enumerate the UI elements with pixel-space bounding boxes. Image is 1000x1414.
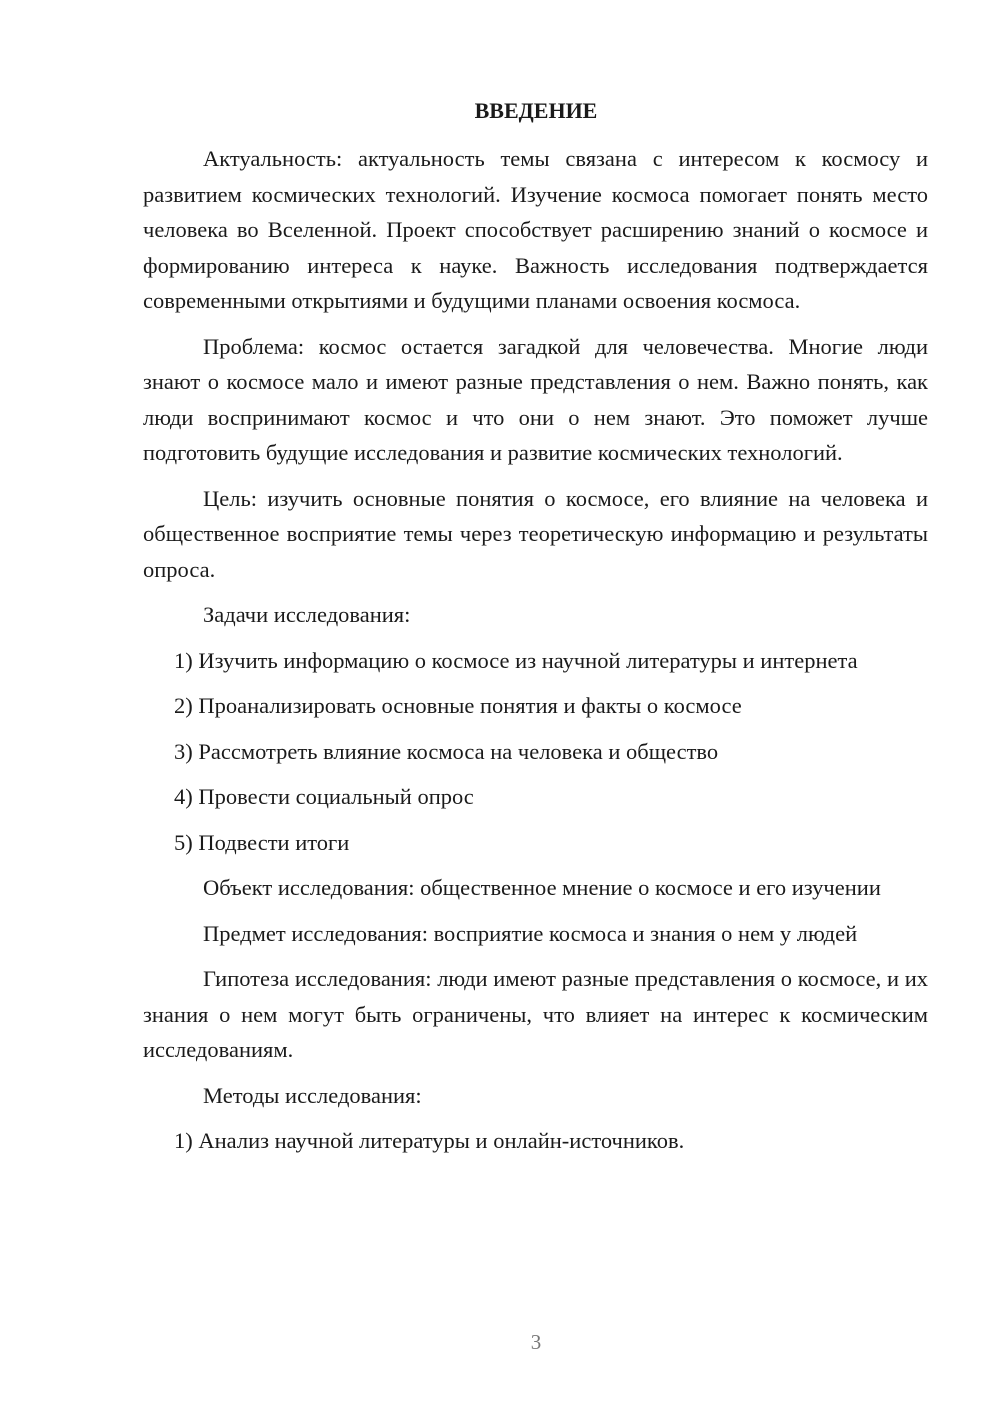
goal-paragraph: Цель: изучить основные понятия о космосе, его влияние на человека и общественное восприятие темы через теоретическую информацию и результаты опроса. xyxy=(143,485,928,582)
task-item-2: 2) Проанализировать основные понятия и факты о космосе xyxy=(174,693,742,718)
document-body xyxy=(143,141,928,1169)
task-item-3: 3) Рассмотреть влияние космоса на человека и общество xyxy=(174,738,719,764)
methods-heading: Методы исследования: xyxy=(203,1082,422,1108)
task-item-4: 4) Провести социальный опрос xyxy=(174,784,474,809)
page-number: 3 xyxy=(530,1330,542,1354)
task-item-5: 5) Подвести итоги xyxy=(174,829,350,855)
subject-paragraph: Предмет исследования: восприятие космоса и знания о нем у людей xyxy=(203,920,858,946)
method-item-1: 1) Анализ научной литературы и онлайн-источников. xyxy=(174,1128,685,1153)
page-title: ВВЕДЕНИЕ xyxy=(474,98,598,123)
tasks-heading: Задачи исследования: xyxy=(203,602,411,627)
hypothesis-paragraph: Гипотеза исследования: люди имеют разные представления о космосе, и их знания о нем могут быть ограничены, что влияет на интерес к космическим исследованиям. xyxy=(143,966,928,1062)
object-paragraph: Объект исследования: общественное мнение о космосе и его изучении xyxy=(203,875,881,900)
problem-paragraph: Проблема: космос остается загадкой для человечества. Многие люди знают о космосе мало и имеют разные представления о нем. Важно понять, как люди воспринимают космос и что они о нем знают. Это поможет лучше подготовить будущие исследования и развитие космических технологий. xyxy=(143,333,928,465)
task-item-1: 1) Изучить информацию о космосе из научной литературы и интернета xyxy=(174,647,858,673)
relevance-paragraph: Актуальность: актуальность темы связана с интересом к космосу и развитием космических технологий. Изучение космоса помогает понять место человека во Вселенной. Проект способствует расширению знаний о космосе и формированию интереса к науке. Важность исследования подтверждается современными открытиями и будущими планами освоения космоса. xyxy=(143,146,928,313)
